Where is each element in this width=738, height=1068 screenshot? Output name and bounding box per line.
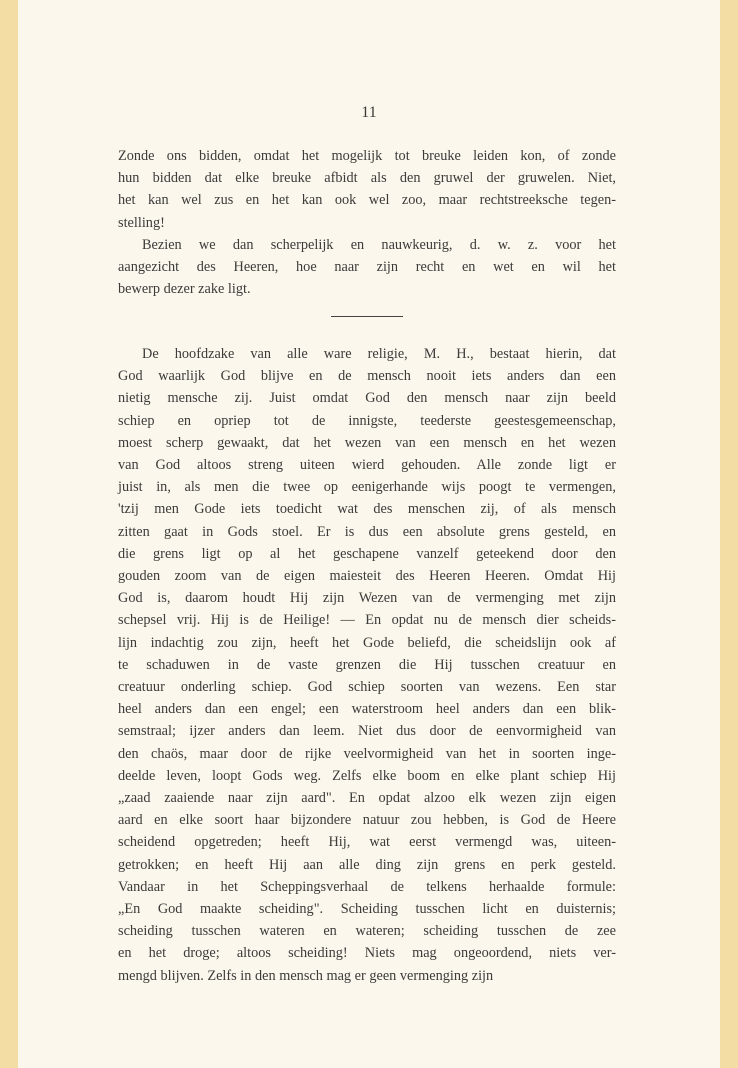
text-line: heel anders dan een engel; een waterstroom heel anders dan een blik- bbox=[118, 701, 616, 718]
section-divider bbox=[331, 316, 403, 317]
text-line: 'tzij men Gode iets toedicht wat des menschen zij, of als mensch bbox=[118, 501, 616, 518]
text-line: zitten gaat in Gods stoel. Er is dus een absolute grens gesteld, en bbox=[118, 523, 616, 540]
text-line: Zonde ons bidden, omdat het mogelijk tot breuke leiden kon, of zonde bbox=[118, 148, 616, 164]
text-line: creatuur onderling schiep. God schiep soorten van wezens. Een star bbox=[118, 679, 616, 696]
paragraph-2 bbox=[118, 234, 616, 301]
paragraph-1 bbox=[118, 145, 616, 234]
text-line: God is, daarom houdt Hij zijn Wezen van de vermenging met zijn bbox=[118, 590, 616, 607]
text-line: semstraal; ijzer anders dan leem. Niet dus door de eenvormigheid van bbox=[118, 723, 616, 740]
page-number: 11 bbox=[361, 104, 377, 121]
text-line: God waarlijk God blijve en de mensch nooit iets anders dan een bbox=[118, 368, 616, 385]
text-line: stelling! bbox=[118, 214, 165, 231]
text-line: nietig mensche zij. Juist omdat God den mensch naar zijn beeld bbox=[118, 390, 616, 407]
text-line: hun bidden dat elke breuke afbidt als den gruwel der gruwelen. Niet, bbox=[118, 170, 616, 187]
text-line: deelde leven, loopt Gods weg. Zelfs elke boom en elke plant schiep Hij bbox=[118, 767, 616, 784]
text-line: schepsel vrij. Hij is de Heilige! — En opdat nu de mensch dier scheids- bbox=[118, 612, 616, 629]
text-line: aard en elke soort haar bijzondere natuur zou hebben, is God de Heere bbox=[118, 812, 616, 829]
text-line: den chaös, maar door de rijke veelvormigheid van het in soorten inge- bbox=[118, 745, 616, 762]
text-line: bewerp dezer zake ligt. bbox=[118, 281, 251, 298]
text-line: aangezicht des Heeren, hoe naar zijn recht en wet en wil het bbox=[118, 259, 616, 276]
text-line: het kan wel zus en het kan ook wel zoo, maar rechtstreeksche tegen- bbox=[118, 192, 616, 209]
text-line: gouden zoom van de eigen maiesteit des Heeren Heeren. Omdat Hij bbox=[118, 568, 616, 585]
text-line: van God altoos streng uiteen wierd gehouden. Alle zonde ligt er bbox=[118, 457, 616, 474]
text-line: „zaad zaaiende naar zijn aard". En opdat alzoo elk wezen zijn eigen bbox=[118, 790, 616, 807]
text-line: juist in, als men die twee op eenigerhande wijs poogt te vermengen, bbox=[118, 479, 616, 496]
text-line: getrokken; en heeft Hij aan alle ding zijn grens en perk gesteld. bbox=[118, 856, 616, 873]
text-line: scheidend opgetreden; heeft Hij, wat eerst vermengd was, uiteen- bbox=[118, 834, 616, 851]
text-line: en het droge; altoos scheiding! Niets mag ongeoordend, niets ver- bbox=[118, 945, 616, 962]
text-line: „En God maakte scheiding". Scheiding tusschen licht en duisternis; bbox=[118, 901, 616, 918]
text-line: Vandaar in het Scheppingsverhaal de telkens herhaalde formule: bbox=[118, 878, 616, 895]
text-line: Bezien we dan scherpelijk en nauwkeurig, d. w. z. voor het bbox=[142, 237, 616, 253]
text-line: De hoofdzake van alle ware religie, M. H., bestaat hierin, dat bbox=[142, 346, 616, 362]
text-line: schiep en opriep tot de innigste, teederste geestesgemeenschap, bbox=[118, 412, 616, 429]
paragraph-3 bbox=[118, 343, 616, 987]
text-line: te schaduwen in de vaste grenzen die Hij tusschen creatuur en bbox=[118, 656, 616, 673]
text-line: die grens ligt op al het geschapene vanzelf geteekend door den bbox=[118, 545, 616, 562]
text-line: mengd blijven. Zelfs in den mensch mag er geen vermenging zijn bbox=[118, 967, 494, 984]
text-line: scheiding tusschen wateren en wateren; scheiding tusschen de zee bbox=[118, 923, 616, 940]
text-line: moest scherp gewaakt, dat het wezen van een mensch en het wezen bbox=[118, 434, 616, 451]
text-line: lijn indachtig zou zijn, heeft het Gode beliefd, die scheidslijn ook af bbox=[118, 634, 616, 651]
